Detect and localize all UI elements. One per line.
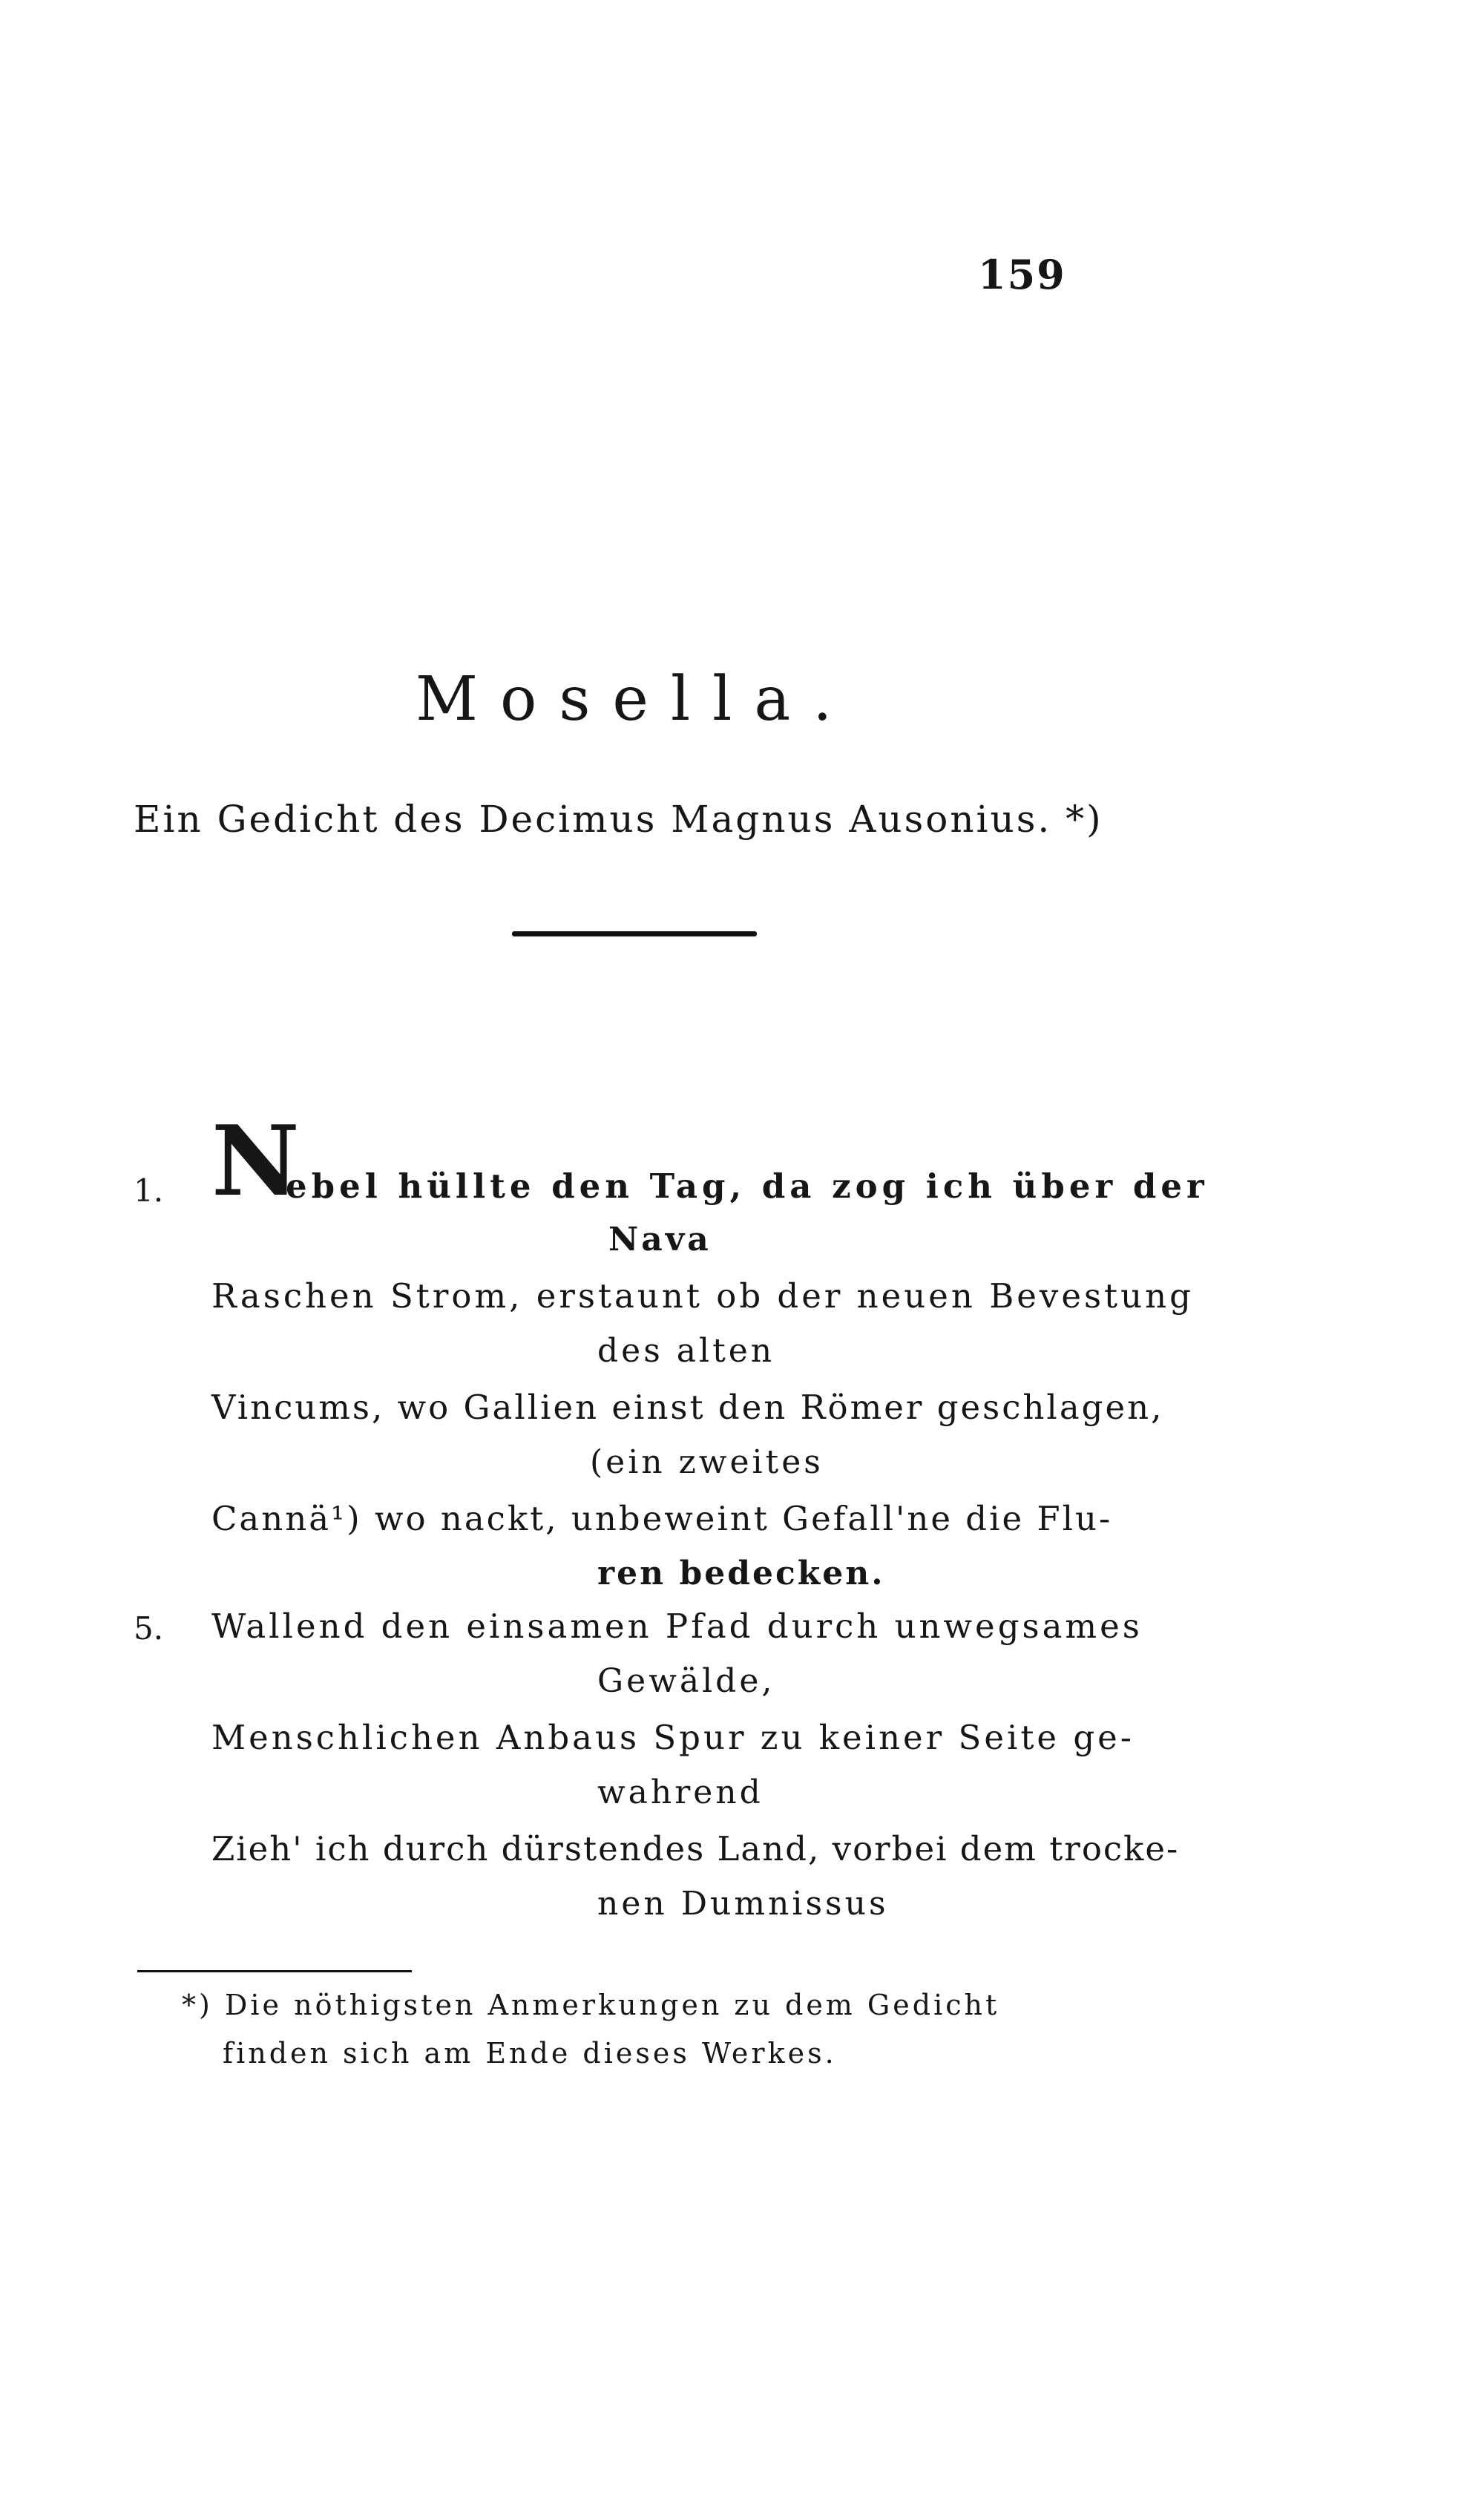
verse-line: Menschlichen Anbaus Spur zu keiner Seite ge- bbox=[211, 1718, 1135, 1757]
verse-line-continuation: nen Dumnissus bbox=[597, 1885, 889, 1923]
verse-line-continuation: (ein zweites bbox=[590, 1443, 824, 1481]
verse-line: ebel hüllte den Tag, da zog ich über der bbox=[286, 1166, 1209, 1206]
verse-line-continuation: ren bedecken. bbox=[597, 1555, 885, 1592]
verse-line-continuation: des alten bbox=[597, 1332, 775, 1370]
footnote-line: finden sich am Ende dieses Werkes. bbox=[223, 2037, 837, 2070]
verse-line: Zieh' ich durch dürstendes Land, vorbei dem trocke- bbox=[211, 1829, 1180, 1868]
page-number: 159 bbox=[978, 251, 1066, 298]
dropcap-letter: N bbox=[211, 1104, 300, 1218]
verse-line: Cannä¹) wo nackt, unbeweint Gefall'ne die Flu- bbox=[211, 1499, 1113, 1538]
page-title: Mosella. bbox=[416, 664, 855, 735]
title-divider bbox=[512, 931, 757, 936]
verse-line: Raschen Strom, erstaunt ob der neuen Bevestung bbox=[211, 1276, 1194, 1316]
verse-line-continuation: wahrend bbox=[597, 1773, 764, 1811]
verse-line: Wallend den einsamen Pfad durch unwegsames bbox=[211, 1607, 1143, 1646]
verse-line-continuation: Nava bbox=[608, 1221, 712, 1258]
verse-line: Vincums, wo Gallien einst den Römer geschlagen, bbox=[211, 1388, 1164, 1427]
verse-line-continuation: Gewälde, bbox=[597, 1662, 775, 1700]
page-subtitle: Ein Gedicht des Decimus Magnus Ausonius. *) bbox=[134, 798, 1103, 841]
footnote-line: *) Die nöthigsten Anmerkungen zu dem Gedicht bbox=[182, 1989, 1000, 2021]
verse-number-5: 5. bbox=[134, 1610, 164, 1647]
verse-number-1: 1. bbox=[134, 1172, 164, 1209]
footnote-divider bbox=[137, 1970, 412, 1972]
